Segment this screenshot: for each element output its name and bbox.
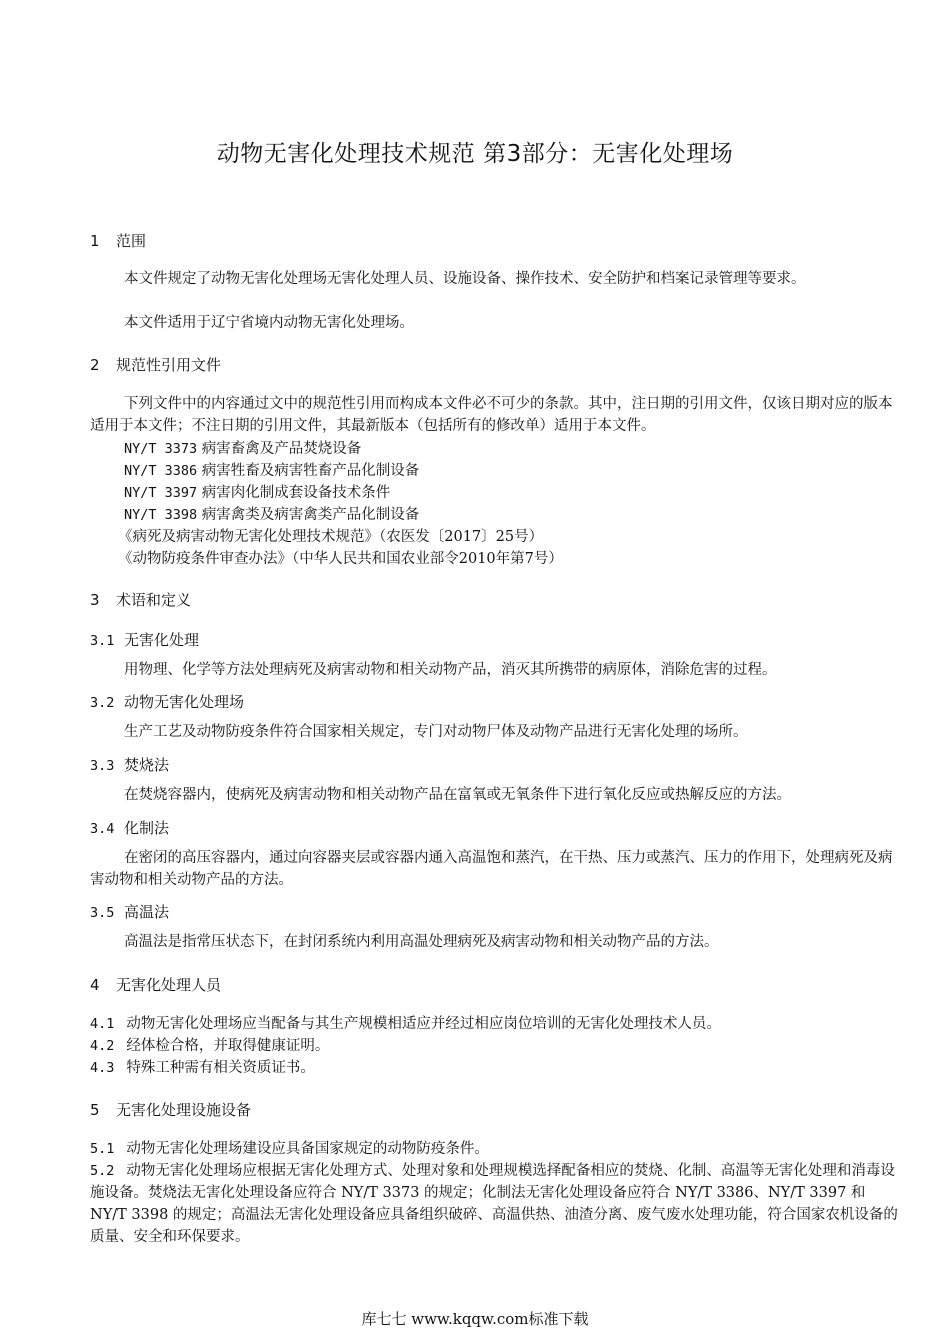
- section-1-paragraph-2: 本文件适用于辽宁省境内动物无害化处理场。: [124, 315, 414, 331]
- term-3-4-heading: [90, 817, 169, 838]
- term-3-2-heading: [90, 691, 244, 712]
- term-3-4-definition: 在密闭的高压容器内，通过向容器夹层或容器内通入高温饱和蒸汽，在干热、压力或蒸汽、压力的作用下，处理病死及病害动物和相关动物产品的方法。: [90, 850, 893, 888]
- clause-text: 经体检合格，并取得健康证明。: [126, 1038, 330, 1054]
- reference-title: 病害肉化制成套设备技术条件: [201, 485, 391, 501]
- section-title: 无害化处理设施设备: [116, 1101, 252, 1119]
- section-5-heading: [90, 1099, 251, 1120]
- section-number: 4: [90, 976, 100, 994]
- term-3-3-definition: 在焚烧容器内，使病死及病害动物和相关动物产品在富氧或无氧条件下进行氧化反应或热解反应的方法。: [124, 787, 791, 803]
- term-name: 高温法: [124, 903, 170, 921]
- term-3-2-definition: 生产工艺及动物防疫条件符合国家相关规定，专门对动物尸体及动物产品进行无害化处理的场所。: [124, 724, 748, 740]
- reference-code: NY/T 3398: [124, 507, 198, 523]
- normative-document-1: 《病死及病害动物无害化处理技术规范》（农医发〔2017〕25号）: [118, 529, 544, 545]
- reference-code: NY/T 3373: [124, 441, 198, 457]
- reference-code: NY/T 3397: [124, 485, 198, 501]
- clause-5-2: [90, 1160, 905, 1248]
- term-number: 3.3: [90, 758, 115, 774]
- section-title: 术语和定义: [116, 591, 192, 609]
- term-3-3-heading: [90, 754, 169, 775]
- term-name: 动物无害化处理场: [124, 693, 245, 711]
- section-number: 1: [90, 232, 100, 250]
- section-number: 3: [90, 591, 100, 609]
- clause-number: 4.2: [90, 1038, 115, 1054]
- normative-document-2: 《动物防疫条件审查办法》（中华人民共和国农业部令2010年第7号）: [118, 551, 563, 567]
- reference-code: NY/T 3386: [124, 463, 198, 479]
- clause-text: 动物无害化处理场建设应具备国家规定的动物防疫条件。: [126, 1141, 489, 1157]
- clause-text: 动物无害化处理场应根据无害化处理方式、处理对象和处理规模选择配备相应的焚烧、化制、高温等无害化处理和消毒设施设备。焚烧法无害化处理设备应符合 NY/T 3373 的规定；化制法无害化处理设备应符合 NY/T 3386、NY/T 3397 和 NY/T 3398 的规定；高温法无害化处理设备应具备组织破碎、高温供热、油渣分离、废气废水处理功能，符合国家农机设备的质量、安全和环保要求。: [90, 1163, 898, 1245]
- normative-reference: [124, 503, 419, 524]
- reference-title: 病害禽类及病害禽类产品化制设备: [201, 507, 420, 523]
- clause-text: 动物无害化处理场应当配备与其生产规模相适应并经过相应岗位培训的无害化处理技术人员。: [126, 1016, 721, 1032]
- section-3-heading: [90, 589, 191, 610]
- term-3-1-definition: 用物理、化学等方法处理病死及病害动物和相关动物产品，消灭其所携带的病原体，消除危害的过程。: [124, 662, 777, 678]
- clause-number: 5.1: [90, 1141, 115, 1157]
- term-name: 无害化处理: [124, 631, 200, 649]
- section-2-paragraph-1: 下列文件中的内容通过文中的规范性引用而构成本文件必不可少的条款。其中，注日期的引用文件，仅该日期对应的版本适用于本文件；不注日期的引用文件，其最新版本（包括所有的修改单）适用于本文件。: [90, 396, 893, 434]
- term-number: 3.5: [90, 905, 115, 921]
- section-title: 范围: [116, 232, 147, 250]
- reference-title: 病害畜禽及产品焚烧设备: [201, 441, 362, 457]
- reference-title: 病害牲畜及病害牲畜产品化制设备: [201, 463, 420, 479]
- footer-watermark: 库七七 www.kqqw.com标准下载: [361, 1310, 589, 1328]
- term-name: 化制法: [124, 819, 170, 837]
- section-title: 规范性引用文件: [116, 356, 222, 374]
- term-3-5-heading: [90, 901, 169, 922]
- normative-reference: [124, 459, 419, 480]
- section-1-heading: [90, 230, 146, 251]
- clause-4-2: [90, 1035, 905, 1057]
- term-3-1-heading: [90, 629, 199, 650]
- normative-reference: [124, 481, 390, 502]
- term-number: 3.2: [90, 695, 115, 711]
- section-2-heading: [90, 354, 221, 375]
- section-title: 无害化处理人员: [116, 976, 222, 994]
- section-1-paragraph-1: 本文件规定了动物无害化处理场无害化处理人员、设施设备、操作技术、安全防护和档案记录管理等要求。: [124, 271, 806, 287]
- clause-4-1: [90, 1013, 905, 1035]
- document-title: 动物无害化处理技术规范 第3部分：无害化处理场: [216, 141, 734, 167]
- clause-number: 4.3: [90, 1060, 115, 1076]
- term-name: 焚烧法: [124, 756, 170, 774]
- section-number: 5: [90, 1101, 100, 1119]
- clause-text: 特殊工种需有相关资质证书。: [126, 1060, 315, 1076]
- clause-4-3: [90, 1057, 905, 1079]
- section-number: 2: [90, 356, 100, 374]
- clause-5-1: [90, 1138, 905, 1160]
- clause-number: 4.1: [90, 1016, 115, 1032]
- normative-reference: [124, 437, 361, 458]
- term-number: 3.4: [90, 821, 115, 837]
- term-3-5-definition: 高温法是指常压状态下，在封闭系统内利用高温处理病死及病害动物和相关动物产品的方法。: [124, 934, 719, 950]
- clause-number: 5.2: [90, 1163, 115, 1179]
- term-number: 3.1: [90, 633, 115, 649]
- section-4-heading: [90, 974, 221, 995]
